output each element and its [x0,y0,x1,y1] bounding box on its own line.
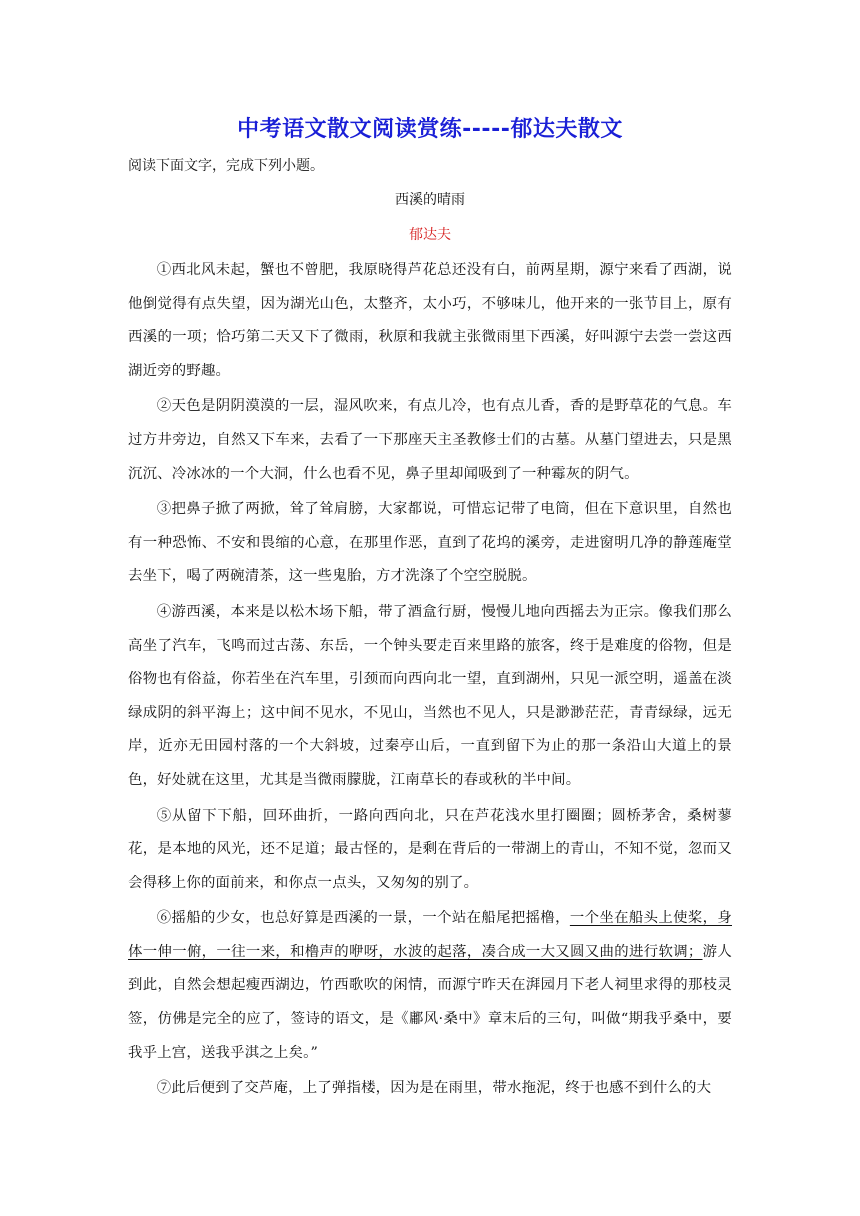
page-title: 中考语文散文阅读赏练-----郁达夫散文 [237,117,623,142]
paragraph-4: ④游西溪，本来是以松木场下船，带了酒盒行厨，慢慢儿地向西摇去为正宗。像我们那么高坐了汽车，飞鸣而过古荡、东岳，一个钟头要走百来里路的旅客，终于是难度的俗物，但是俗物也有俗益，你若坐在汽车里，引颈而向西向北一望，直到湖州，只见一派空明，遥盖在淡绿成阴的斜平海上；这中间不见水，不见山，当然也不见人，只是渺渺茫茫，青青绿绿，远无岸，近亦无田园村落的一个大斜坡，过秦亭山后，一直到留下为止的那一条沿山大道上的景色，好处就在这里，尤其是当微雨朦胧，江南草长的春或秋的半中间。 [128,603,732,788]
paragraph-6 [128,902,732,1070]
essay-body [128,254,732,1106]
paragraph-3: ③把鼻子掀了两掀，耸了耸肩膀，大家都说，可惜忘记带了电筒，但在下意识里，自然也有一种恐怖、不安和畏缩的心意，在那里作恶，直到了花坞的溪旁，走进窗明几净的静莲庵堂去坐下，喝了两碗清茶，这一些鬼胎，方才洗涤了个空空脱脱。 [128,501,732,585]
paragraph-7: ⑦此后便到了交芦庵，上了弹指楼，因为是在雨里，带水拖泥，终于也感不到什么的大 [156,1080,712,1097]
paragraph-1: ①西北风未起，蟹也不曾肥，我原晓得芦花总还没有白，前两星期，源宁来看了西湖，说他倒觉得有点失望，因为湖光山色，太整齐，太小巧，不够味儿，他开来的一张节目上，原有西溪的一项；恰巧第二天又下了微雨，秋原和我就主张微雨里下西溪，好叫源宁去尝一尝这西湖近旁的野趣。 [128,262,732,379]
essay-author: 郁达夫 [409,227,451,243]
paragraph-2: ②天色是阴阴漠漠的一层，湿风吹来，有点儿冷，也有点儿香，香的是野草花的气息。车过方井旁边，自然又下车来，去看了一下那座天主圣教修士们的古墓。从墓门望进去，只是黑沉沉、冷冰冰的一个大洞，什么也看不见，鼻子里却闻吸到了一种霉灰的阴气。 [128,398,732,482]
underlined-sentence: 一个坐在船头上使桨，身体一伸一俯，一往一来，和橹声的咿呀，水波的起落，凑合成一大又圆又曲的进行软调； [128,910,732,960]
paragraph-6-lead: ⑥摇船的少女，也总好算是西溪的一景，一个站在船尾把摇橹， [156,910,570,927]
paragraph-6-tail: 游人到此，自然会想起瘦西湖边，竹西歌吹的闲情，而源宁昨天在湃园月下老人祠里求得的那枝灵签，仿佛是完全的应了，签诗的语文，是《鄘风·桑中》章末后的三句，叫做“期我乎桑中，要我乎上宫，送我乎淇之上矣。” [128,943,732,1061]
instruction-text: 阅读下面文字，完成下列小题。 [128,158,324,174]
essay-title: 西溪的晴雨 [395,192,465,208]
paragraph-5: ⑤从留下下船，回环曲折，一路向西向北，只在芦花浅水里打圈圈；圆桥茅舍，桑树蓼花，是本地的风光，还不足道；最古怪的，是剩在背后的一带湖上的青山，不知不觉，忽而又会得移上你的面前来，和你点一点头，又匆匆的别了。 [128,807,732,891]
